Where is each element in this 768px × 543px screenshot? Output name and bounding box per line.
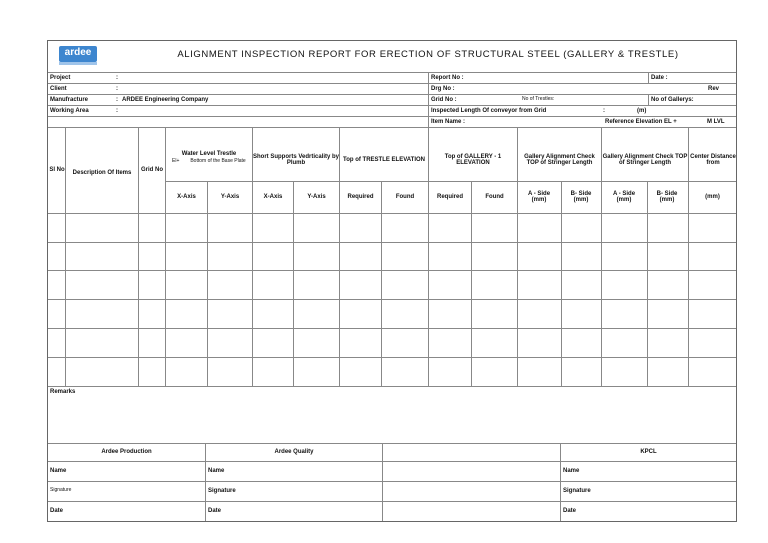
grid-no-label: Grid No :: [431, 97, 457, 103]
no-trestles-label: No of Trestles:: [522, 96, 555, 102]
gallery-alignment-header-2: Gallery Alignment Check TOP of Stringer Length: [602, 154, 688, 166]
project-colon: :: [116, 75, 118, 81]
working-area-colon: :: [116, 108, 118, 114]
divider: [561, 181, 562, 386]
short-supports-header: Short Supports Vedrticality by Plumb: [253, 154, 340, 166]
rule: [48, 481, 736, 482]
manufacture-value: ARDEE Engineering Company: [122, 97, 209, 103]
rule: [48, 299, 736, 300]
project-label: Project: [50, 75, 71, 81]
divider: [138, 127, 139, 386]
production-signature-label: Signature: [50, 487, 72, 493]
item-name-label: Item Name :: [431, 119, 466, 125]
mm-header: (mm): [705, 194, 720, 200]
client-label: Client: [50, 86, 67, 92]
rule: [48, 94, 736, 95]
inspected-length-label: Inspected Length Of conveyor from Grid: [431, 108, 547, 114]
rule: [48, 443, 736, 444]
ardee-quality-label: Ardee Quality: [274, 449, 314, 455]
y-axis-header-2: Y-Axis: [307, 194, 326, 200]
logo-tagline-bar: [59, 62, 97, 65]
client-colon: :: [116, 86, 118, 92]
divider: [65, 127, 66, 386]
a-side-header-2: A - Side (mm): [612, 191, 636, 203]
rule: [48, 213, 736, 214]
x-axis-header-1: X-Axis: [177, 194, 196, 200]
rule: [165, 181, 736, 182]
found-header-1: Found: [395, 194, 415, 200]
rule: [48, 83, 736, 84]
sl-no-header: Sl No: [49, 167, 65, 173]
found-header-2: Found: [485, 194, 504, 200]
top-trestle-header: Top of TRESTLE ELEVATION: [343, 157, 425, 163]
kpcl-date-label: Date: [563, 508, 577, 514]
report-title: ALIGNMENT INSPECTION REPORT FOR ERECTION OF STRUCTURAL STEEL (GALLERY & TRESTLE): [177, 49, 679, 60]
required-header-2: Required: [436, 194, 463, 200]
report-no-label: Report No :: [431, 75, 464, 81]
b-side-header-1: B- Side (mm): [570, 191, 592, 203]
el-plus-label: El+: [172, 158, 180, 164]
rule: [48, 386, 736, 387]
rule: [48, 270, 736, 271]
a-side-header-1: A - Side (mm): [527, 191, 551, 203]
divider: [428, 72, 429, 127]
production-date-label: Date: [50, 508, 64, 514]
m-lvl-label: M LVL: [707, 119, 725, 125]
quality-name-label: Name: [208, 468, 225, 474]
logo-text: ardee: [64, 47, 92, 58]
remarks-label: Remarks: [50, 389, 76, 395]
divider: [647, 181, 648, 386]
divider: [428, 127, 429, 386]
divider: [293, 181, 294, 386]
date-label: Date :: [651, 75, 668, 81]
quality-signature-label: Signature: [208, 488, 236, 494]
water-level-header: Water Level Trestle: [181, 151, 237, 157]
drg-no-label: Drg No :: [431, 86, 455, 92]
center-distance-header: Center Distance from: [690, 154, 736, 166]
divider: [648, 94, 649, 105]
kpcl-name-label: Name: [563, 468, 580, 474]
rule: [48, 105, 736, 106]
rule: [48, 461, 736, 462]
report-sheet: [47, 40, 737, 522]
divider: [339, 127, 340, 386]
reference-elevation-label: Reference Elevation EL +: [605, 119, 677, 125]
rule: [48, 357, 736, 358]
divider: [165, 127, 166, 386]
divider: [207, 181, 208, 386]
quality-date-label: Date: [208, 508, 222, 514]
rule: [48, 242, 736, 243]
no-galleries-label: No of Gallerys:: [651, 97, 694, 103]
kpcl-label: KPCL: [640, 449, 657, 455]
x-axis-header-2: X-Axis: [263, 194, 283, 200]
y-axis-header-1: Y-Axis: [220, 194, 240, 200]
working-area-label: Working Area: [50, 108, 89, 114]
divider: [381, 181, 382, 386]
inspected-colon: :: [603, 108, 605, 114]
b-side-header-2: B- Side (mm): [656, 191, 678, 203]
manufacture-label: Manufracture: [50, 97, 89, 103]
divider: [688, 127, 689, 386]
kpcl-signature-label: Signature: [563, 488, 591, 494]
divider: [471, 181, 472, 386]
manufacture-colon: :: [116, 97, 118, 103]
top-gallery-header: Top of GALLERY - 1 ELEVATION: [444, 154, 502, 166]
required-header-1: Required: [347, 194, 374, 200]
unit-m-label: (m): [637, 108, 647, 114]
rule: [48, 127, 736, 128]
ardee-logo: [59, 46, 97, 62]
production-name-label: Name: [50, 468, 67, 474]
description-header: Description Of Items: [72, 170, 132, 176]
rev-label: Rev: [708, 86, 720, 92]
gallery-alignment-header-1: Gallery Alignment Check TOP of Stringer Length: [524, 154, 595, 166]
grid-no-header: Grid No: [141, 167, 163, 173]
divider: [648, 72, 649, 83]
ardee-production-label: Ardee Production: [101, 449, 152, 455]
rule: [48, 501, 736, 502]
bottom-base-plate-label: Bottom of the Base Plate: [190, 158, 246, 164]
rule: [48, 328, 736, 329]
divider: [382, 443, 383, 521]
rule: [48, 116, 736, 117]
rule: [48, 72, 736, 73]
